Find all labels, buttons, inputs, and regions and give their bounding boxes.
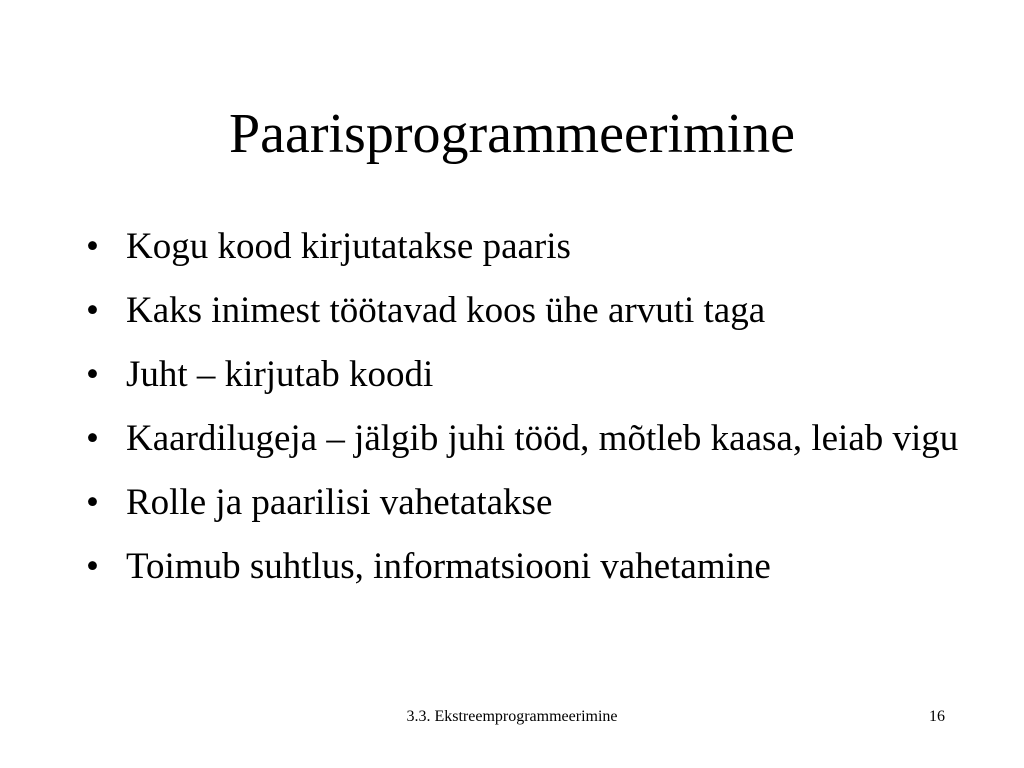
bullet-icon: •: [86, 226, 99, 267]
bullet-icon: •: [86, 290, 99, 331]
bullet-item: [86, 482, 966, 524]
bullet-text: Kaardilugeja – jälgib juhi tööd, mõtleb kaasa, leiab vigu: [126, 418, 959, 459]
bullet-item: [86, 418, 966, 460]
bullet-item: [86, 354, 966, 396]
page-number: 16: [929, 708, 945, 725]
bullet-text: Kaks inimest töötavad koos ühe arvuti taga: [126, 290, 766, 331]
bullet-item: [86, 290, 966, 332]
slide-title: Paarisprogrammeerimine: [228, 103, 795, 165]
bullet-list: [86, 226, 966, 610]
bullet-text: Rolle ja paarilisi vahetatakse: [126, 482, 553, 523]
bullet-icon: •: [86, 546, 99, 587]
bullet-text: Juht – kirjutab koodi: [126, 354, 434, 395]
bullet-item: [86, 226, 966, 268]
bullet-icon: •: [86, 354, 99, 395]
footer-text: 3.3. Ekstreemprogrammeerimine: [406, 708, 618, 725]
bullet-text: Kogu kood kirjutatakse paaris: [126, 226, 571, 267]
bullet-icon: •: [86, 418, 99, 459]
bullet-item: [86, 546, 966, 588]
bullet-icon: •: [86, 482, 99, 523]
bullet-text: Toimub suhtlus, informatsiooni vahetamine: [126, 546, 771, 587]
